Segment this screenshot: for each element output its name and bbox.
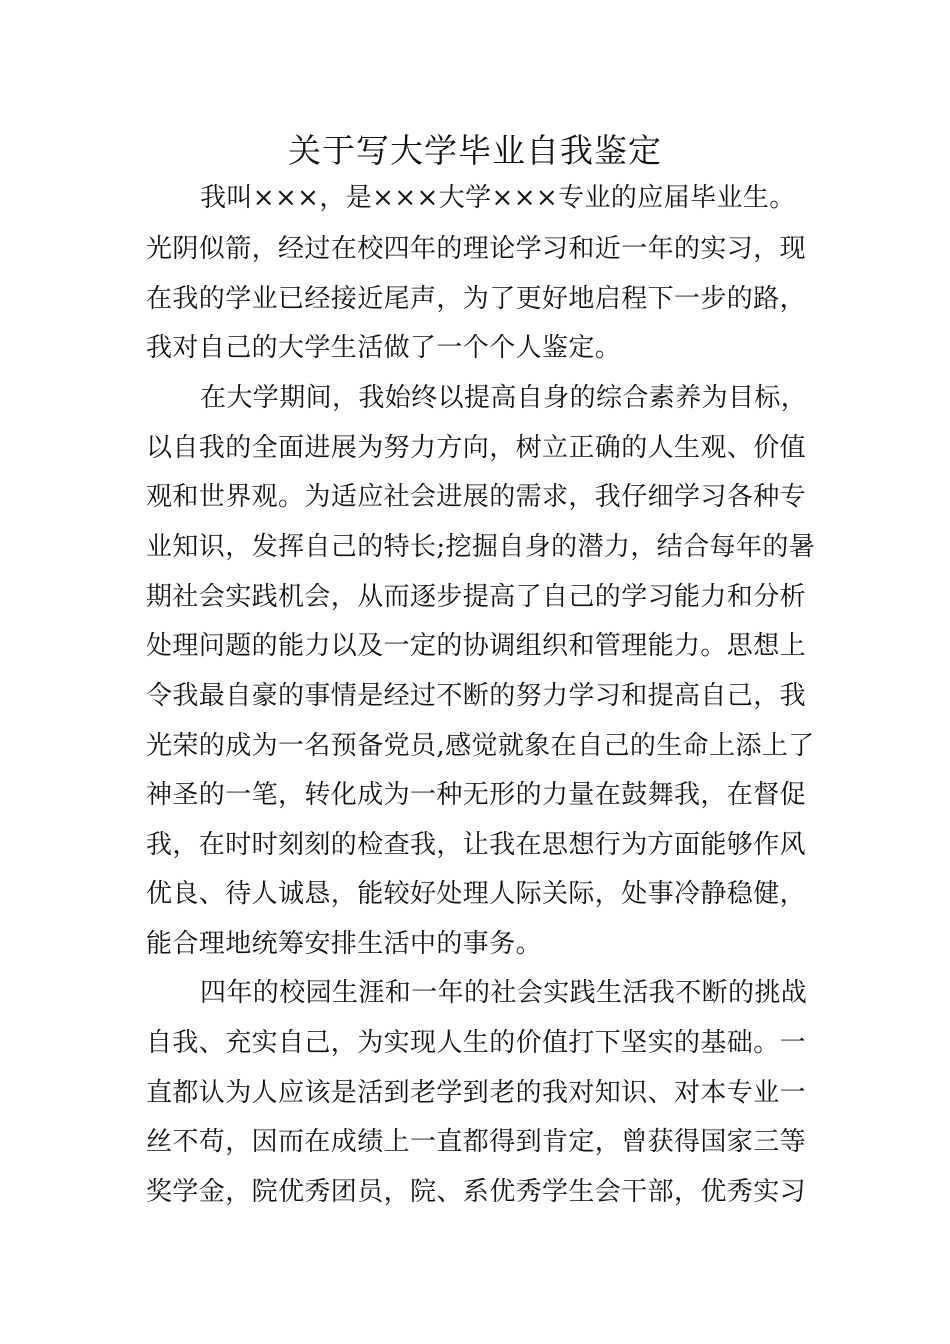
paragraph-1-line-3: 在我的学业已经接近尾声，为了更好地启程下一步的路， xyxy=(146,284,807,314)
paragraph-3-line-4: 丝不苟，因而在成绩上一直都得到肯定，曾获得国家三等 xyxy=(146,1127,807,1157)
paragraph-3-line-3: 直都认为人应该是活到老学到老的我对知识、对本专业一 xyxy=(146,1078,807,1108)
paragraph-2-line-7: 令我最自豪的事情是经过不断的努力学习和提高自己，我 xyxy=(146,681,807,711)
paragraph-2-line-10: 我，在时时刻刻的检查我，让我在思想行为方面能够作风 xyxy=(146,830,807,860)
paragraph-2-line-6: 处理问题的能力以及一定的协调组织和管理能力。思想上 xyxy=(146,631,807,661)
paragraph-1-line-2: 光阴似箭，经过在校四年的理论学习和近一年的实习，现 xyxy=(146,234,807,264)
paragraph-2-line-8: 光荣的成为一名预备党员,感觉就象在自己的生命上添上了 xyxy=(146,731,815,761)
paragraph-1-line-4: 我对自己的大学生活做了一个个人鉴定。 xyxy=(146,333,622,363)
paragraph-3-line-5: 奖学金，院优秀团员，院、系优秀学生会干部，优秀实习 xyxy=(146,1177,807,1207)
paragraph-1-line-1: 我叫×××，是×××大学×××专业的应届毕业生。 xyxy=(200,183,796,213)
paragraph-2-line-2: 以自我的全面进展为努力方向，树立正确的人生观、价值 xyxy=(146,433,807,463)
paragraph-2-line-4: 业知识，发挥自己的特长;挖掘自身的潜力，结合每年的暑 xyxy=(146,532,816,562)
paragraph-3-line-2: 自我、充实自己，为实现人生的价值打下坚实的基础。一 xyxy=(146,1028,807,1058)
paragraph-3-line-1: 四年的校园生涯和一年的社会实践生活我不断的挑战 xyxy=(200,978,808,1008)
paragraph-2-line-12: 能合理地统筹安排生活中的事务。 xyxy=(146,929,543,959)
paragraph-2-line-11: 优良、待人诚恳，能较好处理人际关际，处事冷静稳健， xyxy=(146,879,807,909)
paragraph-2-line-9: 神圣的一笔，转化成为一种无形的力量在鼓舞我，在督促 xyxy=(146,780,807,810)
paragraph-2-line-3: 观和世界观。为适应社会进展的需求，我仔细学习各种专 xyxy=(146,482,807,512)
document-title: 关于写大学毕业自我鉴定 xyxy=(288,131,662,170)
paragraph-2-line-5: 期社会实践机会，从而逐步提高了自己的学习能力和分析 xyxy=(146,582,807,612)
paragraph-2-line-1: 在大学期间，我始终以提高自身的综合素养为目标， xyxy=(200,383,808,413)
